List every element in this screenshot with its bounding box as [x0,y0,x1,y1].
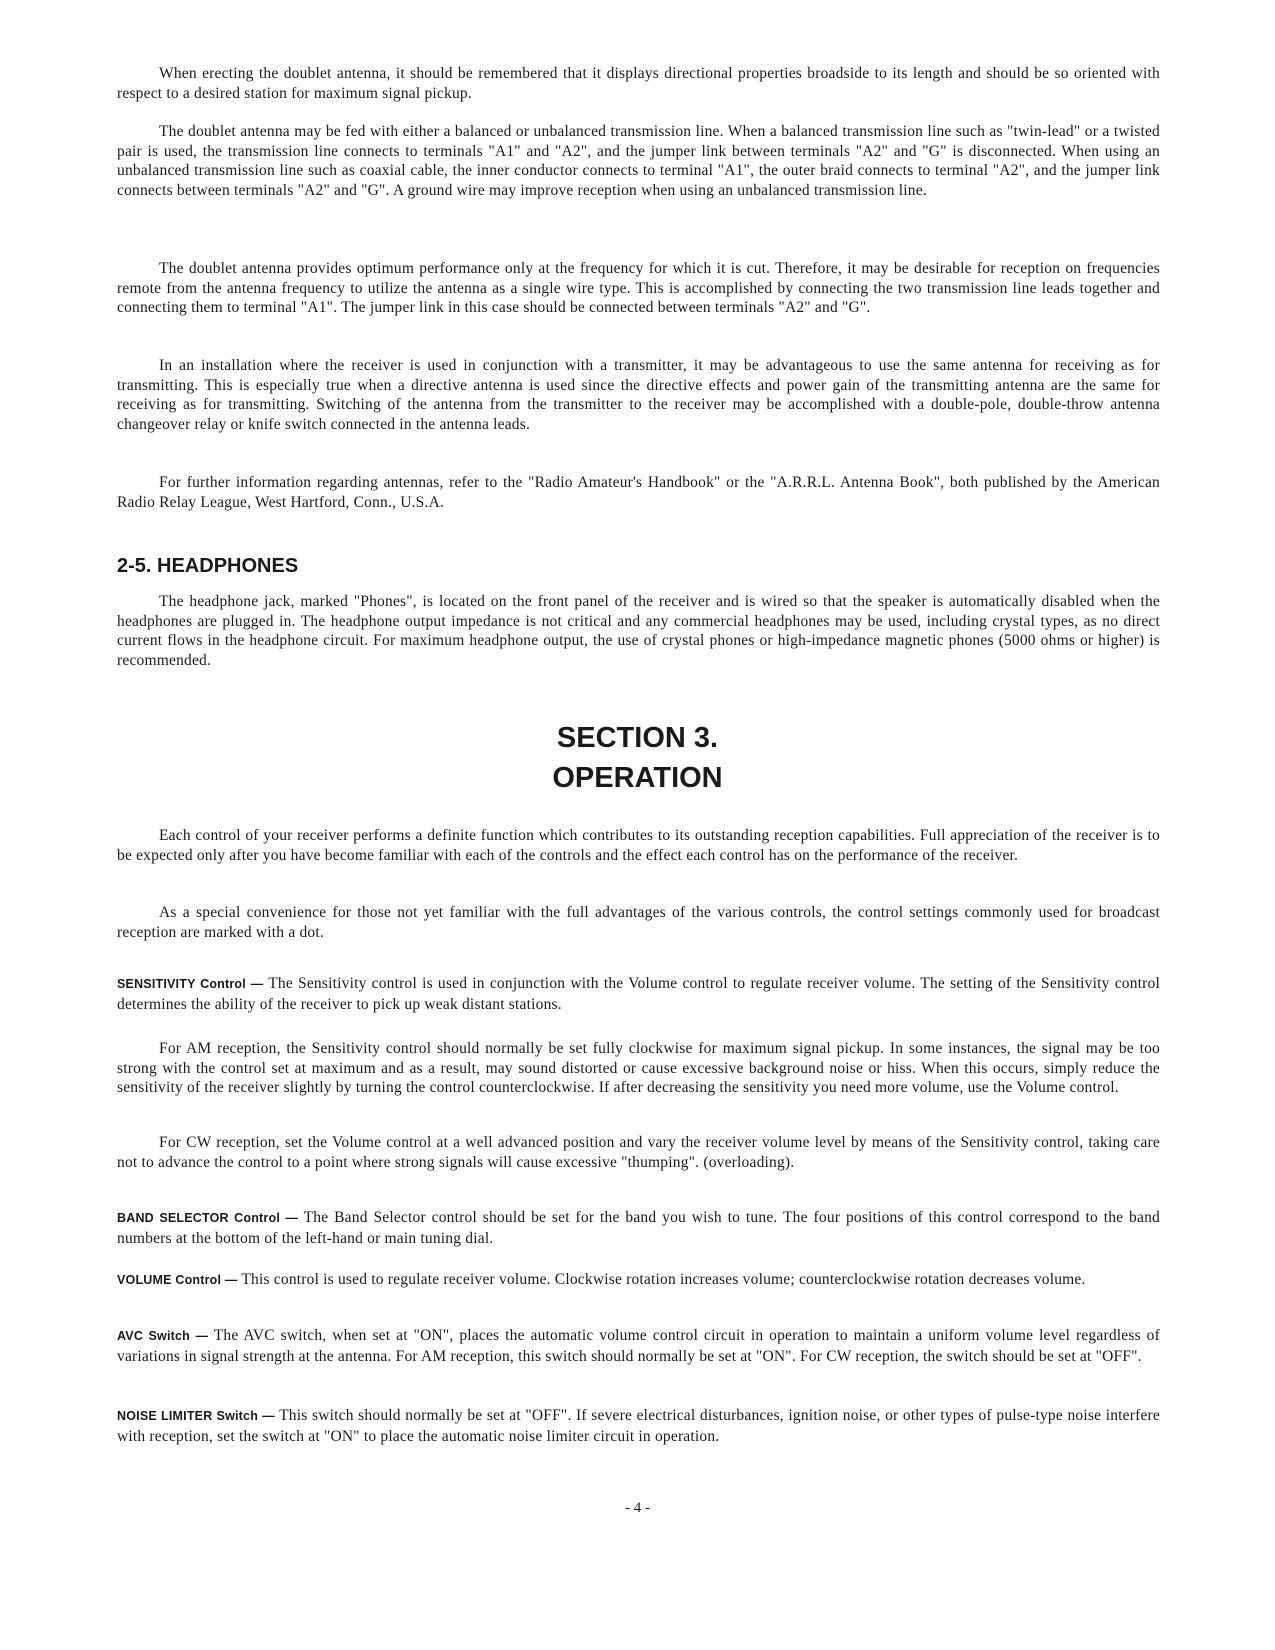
noise-label: NOISE LIMITER Switch — [117,1409,275,1423]
sensitivity-text: The Sensitivity control is used in conjunction with the Volume control to regulate receiver volume. The setting of the Sensitivity control determines the ability of the receiver to pick up weak distant stations. [117,975,1160,1013]
page-number: - 4 - [625,1500,650,1516]
avc-switch [117,1326,1160,1366]
section-title: SECTION 3. [556,722,719,754]
paragraph-cw-reception: For CW reception, set the Volume control at a well advanced position and vary the receiver volume level by means of the Sensitivity control, taking care not to advance the control to a point where strong signals will cause excessive "thumping". (overloading). [117,1134,1160,1171]
noise-text: This switch should normally be set at "OFF". If severe electrical disturbances, ignition noise, or other types of pulse-type noise interfere with reception, set the switch at "ON" to place the automatic noise limiter circuit in operation. [117,1407,1160,1445]
band-label: BAND SELECTOR Control — [117,1211,299,1225]
band-selector-control [117,1208,1160,1248]
paragraph-transmission-line: The doublet antenna may be fed with either a balanced or unbalanced transmission line. When a balanced transmission line such as "twin-lead" or a twisted pair is used, the transmission line connects to terminals "A1" and "A2", and the jumper link between terminals "A2" and "G" is disconnected. When using an unbalanced transmission line such as coaxial cable, the inner conductor connects to terminal "A1", the outer braid connects to terminal "A2", and the jumper link connects between terminals "A2" and "G". A ground wire may improve reception when using an unbalanced transmission line. [117,123,1160,199]
volume-text: This control is used to regulate receiver volume. Clockwise rotation increases volume; counterclockwise rotation decreases volume. [237,1271,1086,1288]
paragraph-single-wire: The doublet antenna provides optimum performance only at the frequency for which it is cut. Therefore, it may be desirable for reception on frequencies remote from the antenna frequency to utilize the antenna as a single wire type. This is accomplished by connecting the two transmission line leads together and connecting them to terminal "A1". The jumper link in this case should be connected between terminals "A2" and "G". [117,260,1160,316]
sensitivity-label: SENSITIVITY Control — [117,977,264,991]
noise-limiter-switch [117,1406,1160,1446]
paragraph-antenna-orientation: When erecting the doublet antenna, it should be remembered that it displays directional properties broadside to its length and should be so oriented with respect to a desired station for maximum signal pickup. [117,65,1160,102]
paragraph-dot-settings: As a special convenience for those not yet familiar with the full advantages of the various controls, the control settings commonly used for broadcast reception are marked with a dot. [117,904,1160,941]
avc-label: AVC Switch — [117,1329,209,1343]
band-text: The Band Selector control should be set for the band you wish to tune. The four positions of this control correspond to the band numbers at the bottom of the left-hand or main tuning dial. [117,1209,1160,1247]
paragraph-am-reception: For AM reception, the Sensitivity control should normally be set fully clockwise for maximum signal pickup. In some instances, the signal may be too strong with the control set at maximum and as a result, may sound distorted or cause excessive background noise or hiss. When this occurs, simply reduce the sensitivity of the receiver slightly by turning the control counterclockwise. If after decreasing the sensitivity you need more volume, use the Volume control. [117,1040,1160,1096]
paragraph-transmitter: In an installation where the receiver is used in conjunction with a transmitter, it may be advantageous to use the same antenna for receiving as for transmitting. This is especially true when a directive antenna is used since the directive effects and power gain of the transmitting antenna are the same for receiving as for transmitting. Switching of the antenna from the transmitter to the receiver may be accomplished with a double-pole, double-throw antenna changeover relay or knife switch connected in the antenna leads. [117,357,1160,433]
paragraph-headphones: The headphone jack, marked "Phones", is located on the front panel of the receiver and is wired so that the speaker is automatically disabled when the headphones are plugged in. The headphone output impedance is not critical and any commercial headphones may be used, including crystal types, as no direct current flows in the headphone circuit. For maximum headphone output, the use of crystal phones or high-impedance magnetic phones (5000 ohms or higher) is recommended. [117,593,1160,669]
section-subtitle: OPERATION [552,762,723,794]
paragraph-controls-intro: Each control of your receiver performs a definite function which contributes to its outstanding reception capabilities. Full appreciation of the receiver is to be expected only after you have become familiar with each of the controls and the effect each control has on the performance of the receiver. [117,827,1160,864]
volume-label: VOLUME Control — [117,1273,238,1287]
paragraph-further-info: For further information regarding antennas, refer to the "Radio Amateur's Handbook" or the "A.R.R.L. Antenna Book", both published by the American Radio Relay League, West Hartford, Conn., U.S.A. [117,474,1160,511]
sensitivity-control [117,974,1160,1014]
heading-headphones: 2-5. HEADPHONES [117,555,299,577]
avc-text: The AVC switch, when set at "ON", places the automatic volume control circuit in operation to maintain a uniform volume level regardless of variations in signal strength at the antenna. For AM reception, this switch should normally be set at "ON". For CW reception, the switch should be set at "OFF". [117,1327,1160,1365]
volume-control [117,1270,1160,1291]
